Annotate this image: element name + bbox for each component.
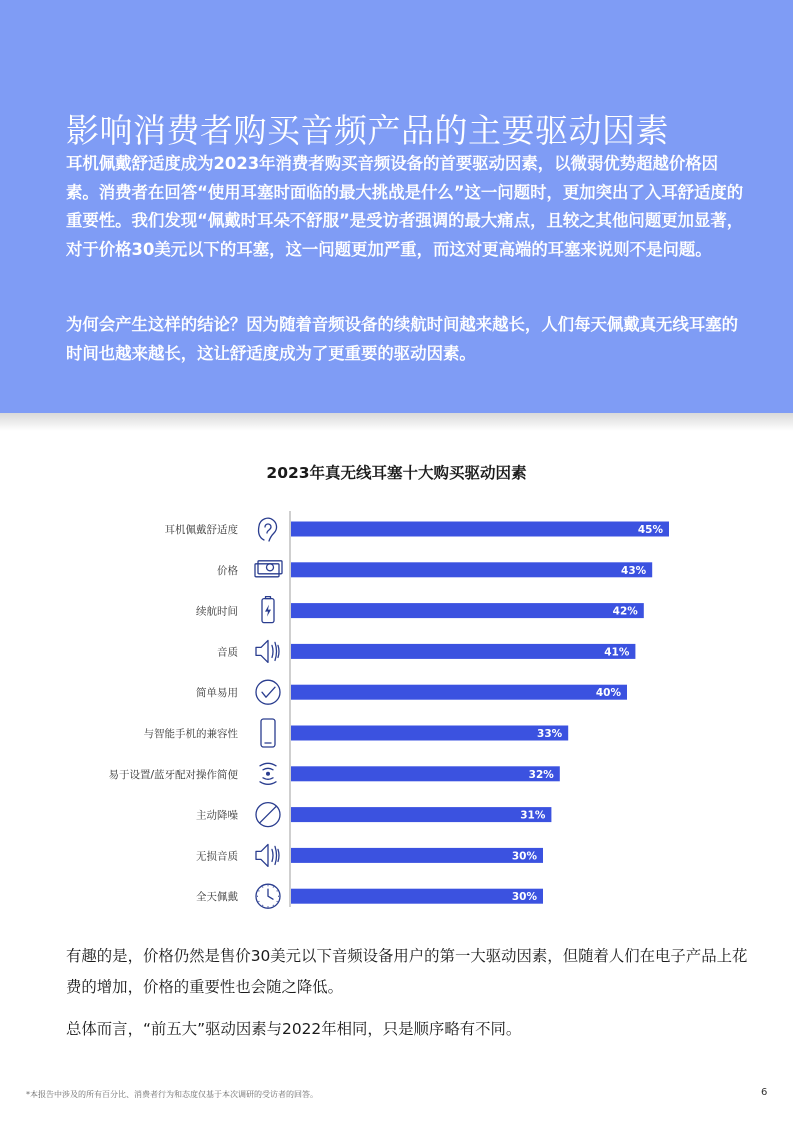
bar bbox=[291, 685, 627, 700]
battery-icon bbox=[262, 597, 274, 623]
bar-value-label: 42% bbox=[612, 605, 638, 618]
bar bbox=[291, 848, 543, 863]
bar-value-label: 30% bbox=[511, 891, 537, 904]
hero-shadow bbox=[0, 413, 793, 431]
category-label: 续航时间 bbox=[196, 605, 238, 618]
category-label: 与智能手机的兼容性 bbox=[143, 728, 238, 740]
bar bbox=[291, 807, 551, 822]
category-label: 简单易用 bbox=[196, 687, 238, 700]
bluetooth-icon bbox=[260, 763, 276, 784]
ear-icon bbox=[259, 518, 277, 541]
page-number: 6 bbox=[761, 1087, 768, 1098]
intro-paragraph: 耳机佩戴舒适度成为2023年消费者购买音频设备的首要驱动因素，以微弱优势超越价格因素。消费者在回答“使用耳塞时面临的最大挑战是什么”这一问题时，更加突出了入耳舒适度的重要性。我们发现“佩戴时耳朵不舒服”是受访者强调的最大痛点，且较之其他问题更加显著，对于价格30美元以下的耳塞，这一问题更加严重，而这对更高端的耳塞来说则不是问题。 bbox=[66, 154, 744, 259]
speaker-icon bbox=[256, 844, 279, 866]
bar-value-label: 30% bbox=[511, 850, 537, 863]
speaker-icon bbox=[256, 640, 279, 662]
bar-value-label: 40% bbox=[595, 687, 621, 700]
bar bbox=[291, 562, 652, 577]
chart-title: 2023年真无线耳塞十大购买驱动因素 bbox=[266, 464, 527, 482]
category-label: 主动降噪 bbox=[196, 809, 238, 822]
intro-paragraph-2: 为何会产生这样的结论？因为随着音频设备的续航时间越来越长，人们每天佩戴真无线耳塞的时间也越来越长，这让舒适度成为了更重要的驱动因素。 bbox=[66, 315, 739, 363]
category-label: 耳机佩戴舒适度 bbox=[164, 524, 238, 536]
bar-chart bbox=[0, 505, 793, 915]
footnote: *本报告中涉及的所有百分比、消费者行为和态度仅基于本次调研的受访者的回答。 bbox=[26, 1090, 318, 1099]
bar-value-label: 45% bbox=[637, 524, 663, 536]
bar-value-label: 41% bbox=[604, 646, 630, 659]
bar bbox=[291, 603, 644, 618]
category-label: 音质 bbox=[217, 646, 238, 659]
bar-value-label: 33% bbox=[537, 728, 563, 740]
category-label: 全天佩戴 bbox=[196, 891, 238, 904]
no-noise-icon bbox=[256, 803, 280, 827]
category-label: 易于设置/蓝牙配对操作简便 bbox=[108, 768, 238, 781]
body-paragraph-2: 总体而言，“前五大”驱动因素与2022年相同，只是顺序略有不同。 bbox=[66, 1020, 522, 1038]
category-label: 无损音质 bbox=[196, 850, 238, 863]
category-label: 价格 bbox=[217, 564, 238, 577]
bar-value-label: 32% bbox=[528, 768, 554, 781]
clock-icon bbox=[256, 884, 280, 908]
bar bbox=[291, 522, 669, 537]
bar-value-label: 31% bbox=[520, 809, 546, 822]
body-paragraph: 有趣的是，价格仍然是售价30美元以下音频设备用户的第一大驱动因素，但随着人们在电子产品上花费的增加，价格的重要性也会随之降低。 bbox=[66, 947, 748, 996]
bar bbox=[291, 726, 568, 741]
bar bbox=[291, 644, 635, 659]
smartphone-icon bbox=[261, 719, 275, 747]
bar-value-label: 43% bbox=[621, 564, 647, 577]
bar bbox=[291, 889, 543, 904]
bar bbox=[291, 766, 560, 781]
money-icon bbox=[255, 561, 282, 577]
page-title: 影响消费者购买音频产品的主要驱动因素 bbox=[66, 111, 669, 151]
checkmark-icon bbox=[256, 680, 280, 704]
